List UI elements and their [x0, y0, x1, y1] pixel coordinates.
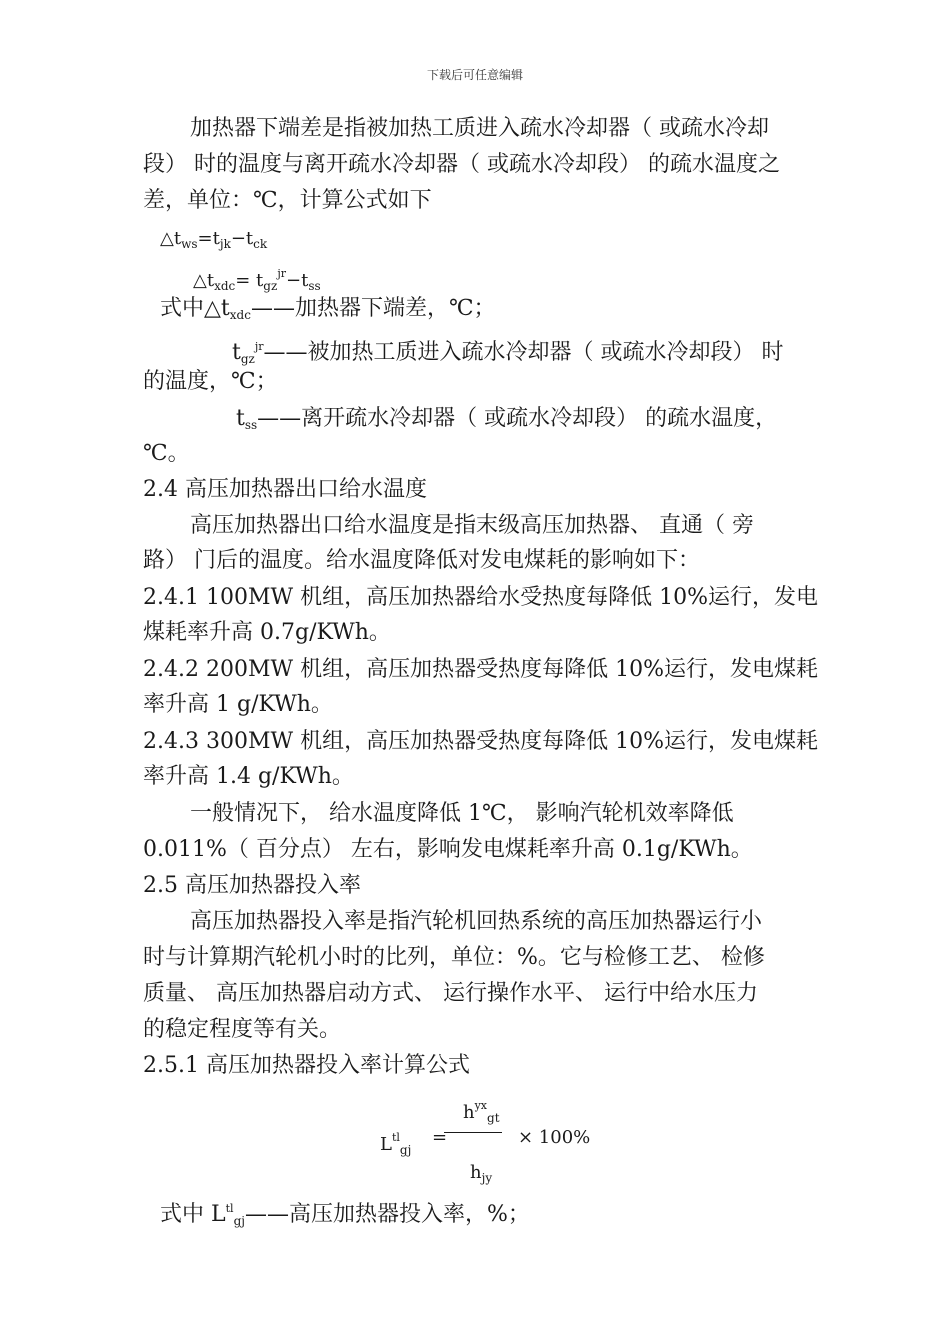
equation-line: $\triangle t_{ws}=t_{jk}-t_{ck}$ [160, 228, 268, 251]
list-item: 率升高 1 g/KWh。 [143, 692, 333, 717]
definition-line: ℃。 [143, 441, 190, 466]
subsection-heading: 2.5.1 高压加热器投入率计算公式 [143, 1053, 470, 1078]
paragraph-line: 的稳定程度等有关。 [143, 1017, 342, 1042]
paragraph-line: 高压加热器投入率是指汽轮机回热系统的高压加热器运行小 [190, 909, 763, 934]
definition-line: 式中$\triangle t_{xdc}——$加热器下端差，℃； [160, 296, 496, 322]
equation-line: $\triangle t_{xdc}= t_{gz}^{jr}-t_{ss}$ [193, 267, 321, 293]
formula-multiplier: × 100% [518, 1127, 591, 1148]
paragraph-line: 段） 时的温度与离开疏水冷却器（ 或疏水冷却段） 的疏水温度之 [143, 152, 780, 177]
paragraph-line: 路） 门后的温度。给水温度降低对发电煤耗的影响如下： [143, 548, 700, 573]
formula-lhs: $L^{tl}_{gj}$ [380, 1131, 412, 1157]
list-item: 2.4.3 300MW 机组，高压加热器受热度每降低 10%运行，发电煤耗 [143, 729, 818, 754]
list-item: 2.4.2 200MW 机组，高压加热器受热度每降低 10%运行，发电煤耗 [143, 657, 818, 682]
page-header: 下载后可任意编辑 [426, 68, 523, 82]
definition-line: 的温度，℃； [143, 369, 278, 394]
list-item: 2.4.1 100MW 机组，高压加热器给水受热度每降低 10%运行，发电 [143, 585, 818, 610]
section-heading: 2.4 高压加热器出口给水温度 [143, 477, 427, 502]
list-item: 煤耗率升高 0.7g/KWh。 [143, 620, 391, 645]
paragraph-line: 0.011%（ 百分点） 左右，影响发电煤耗率升高 0.1g/KWh。 [143, 837, 753, 862]
list-item: 率升高 1.4 g/KWh。 [143, 764, 354, 789]
paragraph-line: 差，单位：℃，计算公式如下 [143, 188, 432, 213]
formula-denominator: $h_{jy}$ [470, 1162, 493, 1185]
formula-numerator: $h^{yx}_{gt}$ [463, 1099, 500, 1125]
fraction-bar [444, 1132, 502, 1133]
paragraph-line: 一般情况下， 给水温度降低 1℃， 影响汽轮机效率降低 [190, 801, 734, 826]
section-heading: 2.5 高压加热器投入率 [143, 873, 361, 898]
paragraph-line: 高压加热器出口给水温度是指末级高压加热器、 直通（ 旁 [190, 513, 754, 538]
formula-equals: = [432, 1127, 448, 1148]
paragraph-line: 加热器下端差是指被加热工质进入疏水冷却器（ 或疏水冷却 [190, 116, 769, 141]
definition-line: 式中 $L^{tl}_{gj}——$高压加热器投入率，%； [160, 1202, 530, 1228]
definition-line: $t_{gz}^{jr}——$被加热工质进入疏水冷却器（ 或疏水冷却段） 时 [232, 340, 784, 366]
paragraph-line: 时与计算期汽轮机小时的比列，单位：%。它与检修工艺、 检修 [143, 945, 765, 970]
definition-line: $t_{ss}——$离开疏水冷却器（ 或疏水冷却段） 的疏水温度， [236, 406, 778, 432]
paragraph-line: 质量、 高压加热器启动方式、 运行操作水平、 运行中给水压力 [143, 981, 758, 1006]
